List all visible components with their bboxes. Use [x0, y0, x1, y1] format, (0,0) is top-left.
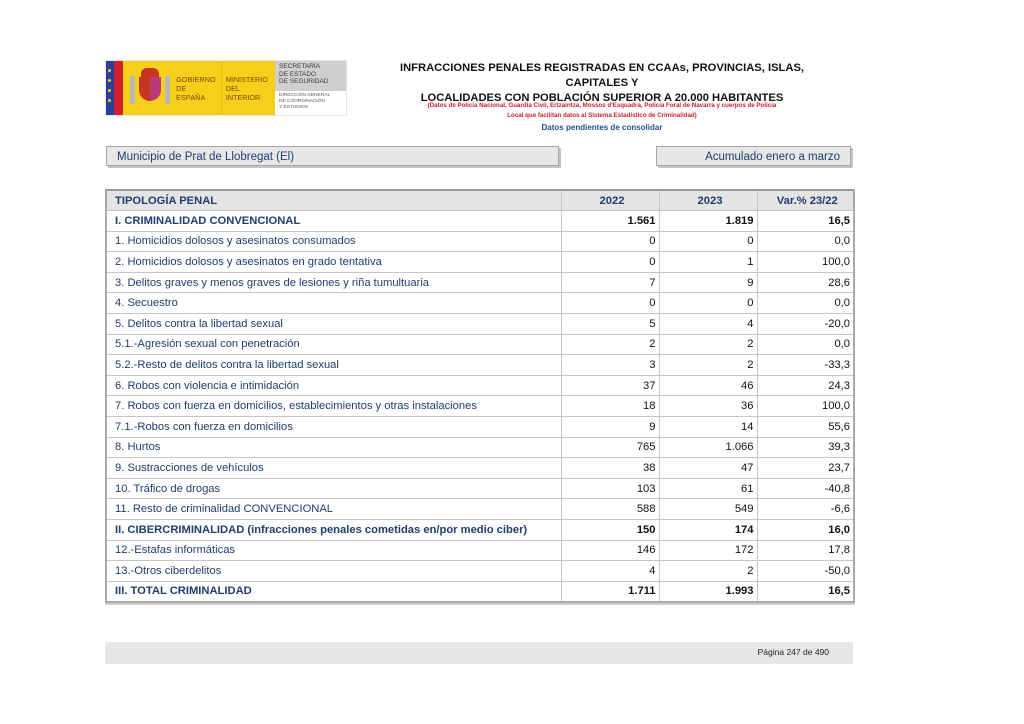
row-label: 12.-Estafas informáticas: [106, 540, 561, 561]
table-header-row: [106, 190, 854, 211]
value-variation: 0,0: [757, 334, 854, 355]
table-row: [106, 231, 854, 252]
row-label: 9. Sustracciones de vehículos: [106, 458, 561, 479]
value-2023: 2: [659, 355, 757, 376]
table-row: [106, 355, 854, 376]
column-header-tipologia: TIPOLOGÍA PENAL: [106, 190, 561, 211]
value-2023: 2: [659, 561, 757, 582]
data-sources-note: [372, 101, 832, 121]
row-label: 1. Homicidios dolosos y asesinatos consumados: [106, 231, 561, 252]
municipality-label: Municipio de Prat de Llobregat (El): [106, 146, 559, 166]
government-logo: [105, 60, 347, 116]
secretaria-line-2: DE ESTADO: [279, 70, 317, 78]
table-row: [106, 540, 854, 561]
value-variation: -33,3: [757, 355, 854, 376]
row-label: 6. Robos con violencia e intimidación: [106, 375, 561, 396]
table-section-row: [106, 581, 854, 602]
ministerio-text: [226, 75, 275, 102]
value-variation: 39,3: [757, 437, 854, 458]
value-2023: 47: [659, 458, 757, 479]
row-label: 11. Resto de criminalidad CONVENCIONAL: [106, 499, 561, 520]
page-number: Página 247 de 490: [757, 647, 829, 657]
value-variation: -40,8: [757, 478, 854, 499]
value-variation: 100,0: [757, 396, 854, 417]
value-2023: 1.819: [659, 211, 757, 232]
table-row: [106, 417, 854, 438]
row-label: 13.-Otros ciberdelitos: [106, 561, 561, 582]
value-2023: 4: [659, 314, 757, 335]
value-2022: 0: [561, 231, 659, 252]
gobierno-block: [123, 61, 275, 115]
value-variation: -50,0: [757, 561, 854, 582]
direccion-line-2: DE COORDINACIÓN: [279, 99, 325, 104]
value-variation: 17,8: [757, 540, 854, 561]
row-label: 8. Hurtos: [106, 437, 561, 458]
row-label: III. TOTAL CRIMINALIDAD: [106, 581, 561, 602]
row-label: 4. Secuestro: [106, 293, 561, 314]
row-label: I. CRIMINALIDAD CONVENCIONAL: [106, 211, 561, 232]
value-2023: 549: [659, 499, 757, 520]
gobierno-line-1: GOBIERNO: [176, 74, 216, 84]
row-label: 10. Tráfico de drogas: [106, 478, 561, 499]
value-2022: 103: [561, 478, 659, 499]
sources-line-1: (Datos de Policía Nacional, Guardia Civil, Ertzaintza, Mossos d'Esquadra, Policía Foral de Navarra y cuerpos de Policía: [427, 102, 777, 109]
period-label: Acumulado enero a marzo: [656, 146, 851, 166]
ministerio-line-2: DEL INTERIOR: [225, 83, 261, 102]
value-variation: 23,7: [757, 458, 854, 479]
direccion-line-1: DIRECCIÓN GENERAL: [279, 93, 331, 98]
table-row: [106, 293, 854, 314]
pending-consolidation-note: Datos pendientes de consolidar: [541, 123, 663, 132]
value-2023: 172: [659, 540, 757, 561]
gobierno-text: [176, 75, 217, 102]
value-2023: 1: [659, 252, 757, 273]
value-2023: 9: [659, 272, 757, 293]
secretaria-line-3: DE SEGURIDAD: [279, 78, 329, 85]
row-label: 2. Homicidios dolosos y asesinatos en grado tentativa: [106, 252, 561, 273]
value-2022: 38: [561, 458, 659, 479]
value-2023: 14: [659, 417, 757, 438]
row-label: 3. Delitos graves y menos graves de lesiones y riña tumultuaria: [106, 272, 561, 293]
value-2023: 36: [659, 396, 757, 417]
table-section-row: [106, 520, 854, 541]
row-label: 5.1.-Agresión sexual con penetración: [106, 334, 561, 355]
value-2022: 588: [561, 499, 659, 520]
value-2023: 174: [659, 520, 757, 541]
value-2022: 2: [561, 334, 659, 355]
value-variation: 100,0: [757, 252, 854, 273]
row-label: 7. Robos con fuerza en domicilios, establecimientos y otras instalaciones: [106, 396, 561, 417]
value-2023: 1.066: [659, 437, 757, 458]
value-2022: 765: [561, 437, 659, 458]
value-2022: 3: [561, 355, 659, 376]
value-2022: 1.561: [561, 211, 659, 232]
secretaria-line-1: SECRETARÍA: [279, 63, 321, 70]
value-2022: 0: [561, 252, 659, 273]
value-variation: 28,6: [757, 272, 854, 293]
value-2023: 0: [659, 293, 757, 314]
value-variation: 0,0: [757, 231, 854, 252]
crime-statistics-table: [105, 189, 855, 603]
title-line-2: LOCALIDADES CON POBLACIÓN SUPERIOR A 20.000 HABITANTES: [420, 92, 784, 104]
value-2022: 146: [561, 540, 659, 561]
page-footer: [105, 642, 853, 664]
value-2022: 5: [561, 314, 659, 335]
logo-divider: [221, 61, 222, 115]
table-row: [106, 272, 854, 293]
direccion-text: [275, 91, 346, 115]
row-label: II. CIBERCRIMINALIDAD (infracciones penales cometidas en/por medio ciber): [106, 520, 561, 541]
row-label: 7.1.-Robos con fuerza en domicilios: [106, 417, 561, 438]
value-2022: 0: [561, 293, 659, 314]
secretaria-text: [275, 61, 346, 91]
value-2023: 46: [659, 375, 757, 396]
page-title: [372, 61, 832, 106]
value-2023: 1.993: [659, 581, 757, 602]
table-row: [106, 252, 854, 273]
title-line-1: INFRACCIONES PENALES REGISTRADAS EN CCAAs, PROVINCIAS, ISLAS, CAPITALES Y: [399, 62, 805, 89]
table-row: [106, 478, 854, 499]
value-2022: 150: [561, 520, 659, 541]
gobierno-line-2: DE ESPAÑA: [176, 83, 206, 102]
sources-line-2: Local que facilitan datos al Sistema Estadístico de Criminalidad): [507, 112, 697, 119]
table-row: [106, 334, 854, 355]
column-header-2022: 2022: [561, 190, 659, 211]
value-2022: 9: [561, 417, 659, 438]
value-2023: 2: [659, 334, 757, 355]
value-variation: 16,5: [757, 581, 854, 602]
value-variation: 24,3: [757, 375, 854, 396]
table-row: [106, 561, 854, 582]
table-row: [106, 396, 854, 417]
ministerio-line-1: MINISTERIO: [225, 74, 268, 84]
row-label: 5. Delitos contra la libertad sexual: [106, 314, 561, 335]
value-2022: 37: [561, 375, 659, 396]
column-header-variation: Var.% 23/22: [757, 190, 854, 211]
secretaria-block: [275, 61, 346, 115]
value-variation: 16,0: [757, 520, 854, 541]
eu-flag-stripe-icon: [106, 61, 123, 115]
value-2022: 18: [561, 396, 659, 417]
table-row: [106, 375, 854, 396]
value-variation: 0,0: [757, 293, 854, 314]
value-2023: 0: [659, 231, 757, 252]
value-2022: 1.711: [561, 581, 659, 602]
table-row: [106, 458, 854, 479]
table-row: [106, 499, 854, 520]
value-2022: 4: [561, 561, 659, 582]
value-variation: -6,6: [757, 499, 854, 520]
value-2022: 7: [561, 272, 659, 293]
row-label: 5.2.-Resto de delitos contra la libertad sexual: [106, 355, 561, 376]
column-header-2023: 2023: [659, 190, 757, 211]
table-section-row: [106, 211, 854, 232]
value-variation: 55,6: [757, 417, 854, 438]
table-row: [106, 314, 854, 335]
direccion-line-3: Y ESTUDIOS: [279, 105, 308, 110]
value-variation: -20,0: [757, 314, 854, 335]
table-row: [106, 437, 854, 458]
value-variation: 16,5: [757, 211, 854, 232]
value-2023: 61: [659, 478, 757, 499]
coat-of-arms-icon: [127, 66, 172, 110]
